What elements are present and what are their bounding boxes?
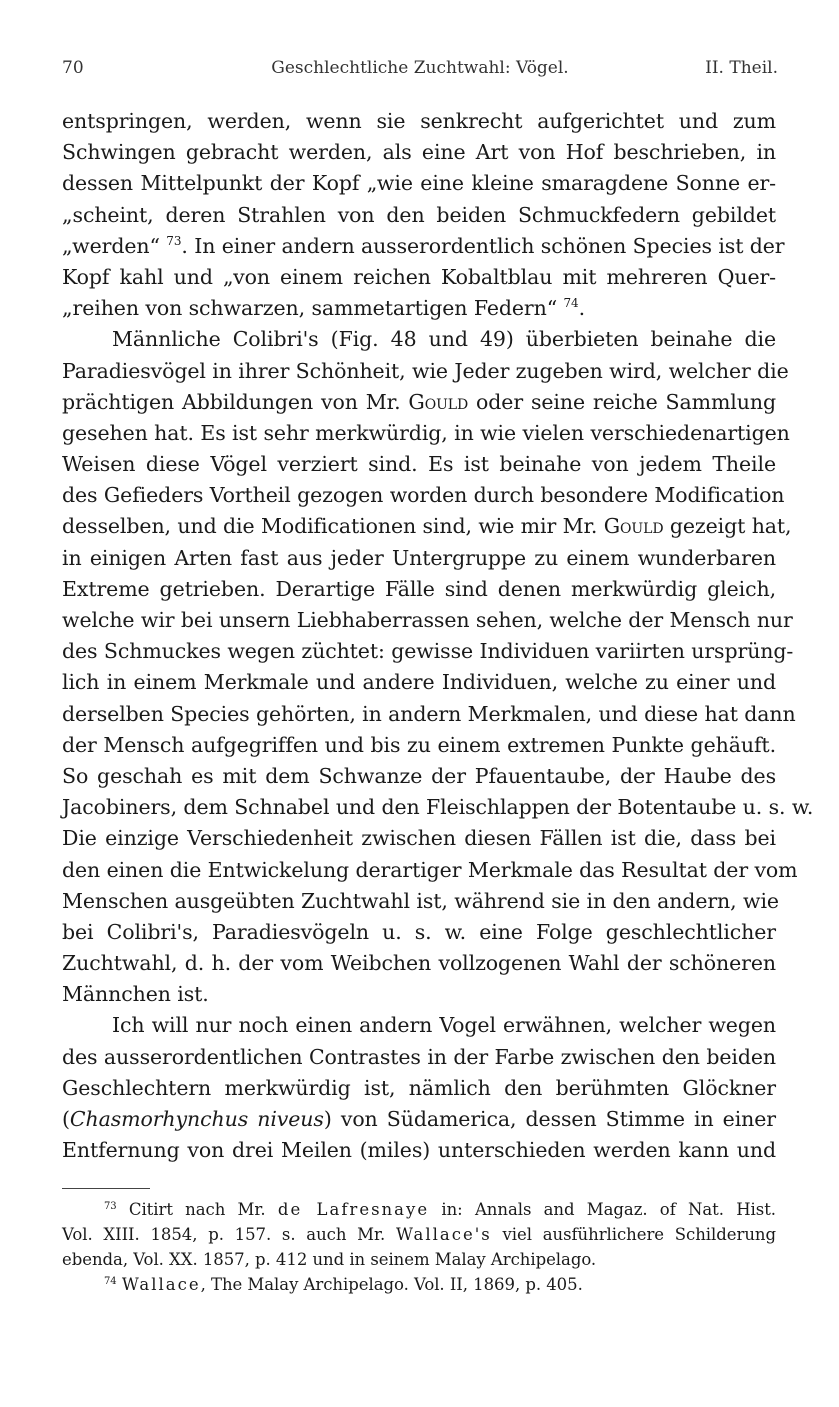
- footnote-74-line: $^{74}$ Wallace, The Malay Archipelago. Vol. II, 1869, p. 405.: [104, 1275, 583, 1294]
- text-line: Geschlechtern merkwürdig ist, nämlich den berühmten Glöckner: [62, 1075, 776, 1100]
- text-line: Extreme getrieben. Derartige Fälle sind denen merkwürdig gleich,: [62, 576, 776, 601]
- text-line: des Schmuckes wegen züchtet: gewisse Individuen variirten ursprüng-: [62, 639, 794, 664]
- text-line: Schwingen gebracht werden, als eine Art von Hof beschrieben, in: [62, 140, 776, 165]
- text-line: dessen Mittelpunkt der Kopf „wie eine kleine smaragdene Sonne er-: [62, 171, 776, 196]
- text-line: (Chasmorhynchus niveus) von Südamerica, dessen Stimme in einer: [62, 1107, 776, 1131]
- text-line: des ausserordentlichen Contrastes in der Farbe zwischen den beiden: [62, 1044, 776, 1069]
- footnote-73-line: ebenda, Vol. XX. 1857, p. 412 und in seinem Malay Archipelago.: [62, 1250, 597, 1269]
- text-line: Zuchtwahl, d. h. der vom Weibchen vollzogenen Wahl der schöneren: [62, 951, 776, 976]
- footnote-73-line: Vol. XIII. 1854, p. 157. s. auch Mr. Wallace's viel ausführlichere Schilderung: [62, 1225, 776, 1244]
- text-line: Menschen ausgeübten Zuchtwahl ist, während sie in den andern, wie: [62, 888, 779, 913]
- footnote-divider: [62, 1188, 150, 1189]
- text-line: Männliche Colibri's (Fig. 48 und 49) überbieten beinahe die: [112, 327, 776, 352]
- footnote-marker: 73: [104, 1201, 117, 1212]
- text-line: Paradiesvögel in ihrer Schönheit, wie Jeder zugeben wird, welcher die: [62, 358, 789, 383]
- species-name: Chasmorhynchus niveus: [69, 1107, 324, 1131]
- text-line: Ich will nur noch einen andern Vogel erwähnen, welcher wegen: [112, 1013, 776, 1038]
- text-line: Die einzige Verschiedenheit zwischen diesen Fällen ist die, dass bei: [62, 826, 776, 851]
- text-line: lich in einem Merkmale und andere Individuen, welche zu einer und: [62, 670, 776, 695]
- footnotes: [62, 1197, 776, 1297]
- part-label: II. Theil.: [705, 58, 778, 78]
- text-line: den einen die Entwickelung derartiger Merkmale das Resultat der vom: [62, 857, 798, 882]
- text-line: „werden“ $^{73}$. In einer andern ausserordentlich schönen Species ist der: [62, 233, 785, 258]
- footnote-marker: 74: [104, 1276, 117, 1287]
- footnote-ref-73: 73: [166, 233, 182, 248]
- text-line: Entfernung von drei Meilen (miles) unterschieden werden kann und: [62, 1138, 776, 1163]
- author-name: de Lafresnaye: [277, 1200, 430, 1219]
- text-line: der Mensch aufgegriffen und bis zu einem extremen Punkte gehäuft.: [62, 732, 776, 757]
- text-line: So geschah es mit dem Schwanze der Pfauentaube, der Haube des: [62, 763, 776, 788]
- running-title: Geschlechtliche Zuchtwahl: Vögel.: [271, 58, 569, 78]
- running-header: [62, 58, 778, 84]
- text-line: welche wir bei unsern Liebhaberrassen sehen, welche der Mensch nur: [62, 608, 793, 632]
- text-line: in einigen Arten fast aus jeder Untergruppe zu einem wunderbaren: [62, 545, 776, 570]
- page-number: 70: [62, 58, 84, 78]
- text-line: gesehen hat. Es ist sehr merkwürdig, in wie vielen verschiedenartigen: [62, 420, 790, 445]
- footnote-ref-74: 74: [563, 296, 579, 311]
- text-line: Weisen diese Vögel verziert sind. Es ist beinahe von jedem Theile: [62, 452, 776, 477]
- text-line: Kopf kahl und „von einem reichen Kobaltblau mit mehreren Quer-: [62, 264, 776, 289]
- author-name: Gould: [408, 389, 469, 414]
- text-line: bei Colibri's, Paradiesvögeln u. s. w. eine Folge geschlechtlicher: [62, 919, 776, 944]
- main-text: [62, 106, 814, 1166]
- author-name: Gould: [603, 514, 664, 539]
- text-line: desselben, und die Modificationen sind, wie mir Mr. Gould gezeigt hat,: [62, 514, 792, 539]
- footnote-73-line: $^{73}$ Citirt nach Mr. de Lafresnaye in: Annals and Magaz. of Nat. Hist.: [104, 1200, 776, 1219]
- text-line: Jacobiners, dem Schnabel und den Fleischlappen der Botentaube u. s. w.: [62, 795, 814, 820]
- text-line: prächtigen Abbildungen von Mr. Gould oder seine reiche Sammlung: [62, 389, 776, 414]
- text-line: Männchen ist.: [62, 982, 209, 1007]
- text-line: entspringen, werden, wenn sie senkrecht aufgerichtet und zum: [62, 109, 776, 133]
- text-line: „reihen von schwarzen, sammetartigen Federn“ $^{74}$.: [62, 296, 586, 321]
- author-name: Wallace's: [396, 1225, 492, 1244]
- author-name: Wallace: [121, 1275, 201, 1294]
- text-line: des Gefieders Vortheil gezogen worden durch besondere Modification: [62, 483, 785, 508]
- text-line: derselben Species gehörten, in andern Merkmalen, und diese hat dann: [62, 701, 796, 726]
- text-line: „scheint, deren Strahlen von den beiden Schmuckfedern gebildet: [62, 202, 776, 227]
